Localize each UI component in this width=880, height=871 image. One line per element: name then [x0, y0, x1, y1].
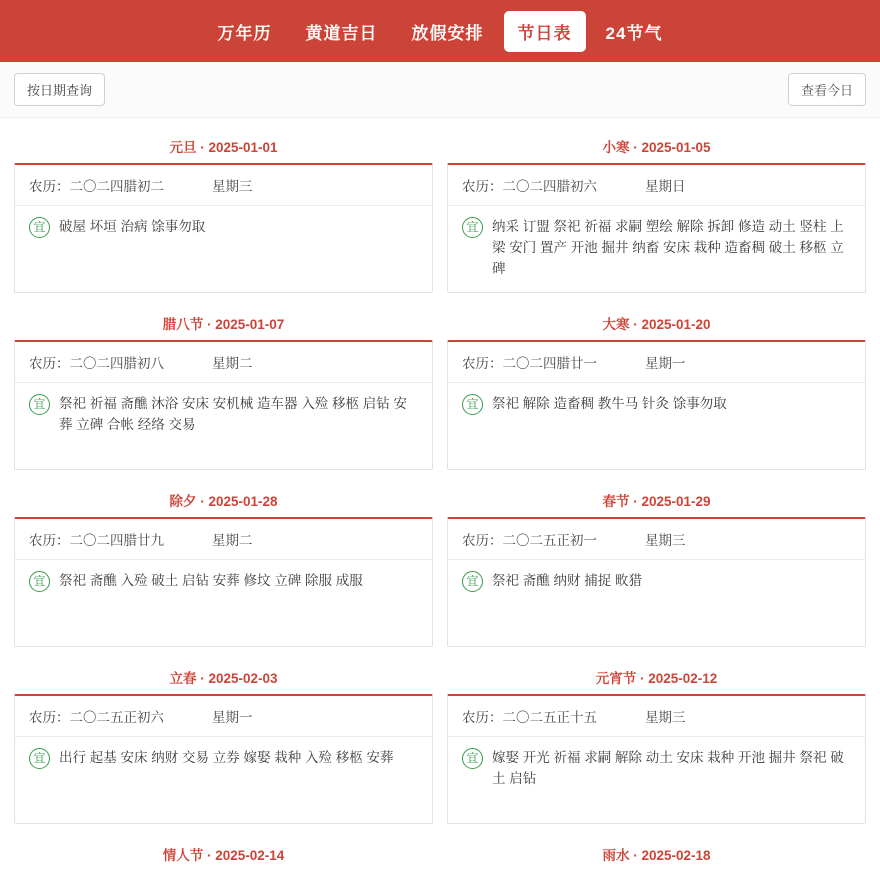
lunar-date: 农历：二〇二五正初六 — [29, 710, 164, 725]
card-body — [448, 206, 865, 292]
card-meta — [15, 696, 432, 737]
yi-icon: 宜 — [462, 394, 483, 415]
lunar-date: 农历：二〇二四腊廿一 — [462, 356, 597, 371]
card-body — [15, 206, 432, 292]
nav-item-24jieqi[interactable]: 24节气 — [605, 23, 663, 43]
holiday-cell — [447, 661, 866, 824]
holiday-card[interactable] — [447, 694, 866, 824]
holiday-card[interactable] — [447, 340, 866, 470]
card-title: 情人节 · 2025-02-14 — [162, 848, 285, 863]
yi-text: 破屋 坏垣 治病 馀事勿取 — [59, 219, 206, 234]
yi-icon: 宜 — [462, 217, 483, 238]
holiday-cell — [14, 307, 433, 470]
card-body — [15, 560, 432, 646]
yi-icon: 宜 — [462, 571, 483, 592]
card-title: 腊八节 · 2025-01-07 — [162, 317, 285, 332]
yi-text: 祭祀 斋醮 纳财 捕捉 畋猎 — [492, 573, 643, 588]
yi-text: 祭祀 解除 造畜稠 教牛马 针灸 馀事勿取 — [492, 396, 727, 411]
holiday-cell — [447, 838, 866, 871]
weekday: 星期二 — [212, 533, 253, 548]
card-meta — [448, 519, 865, 560]
card-meta — [448, 165, 865, 206]
lunar-date: 农历：二〇二四腊初六 — [462, 179, 597, 194]
card-title: 雨水 · 2025-02-18 — [602, 848, 711, 863]
card-meta — [15, 519, 432, 560]
card-body — [15, 737, 432, 823]
holiday-cell — [447, 130, 866, 293]
card-body — [15, 383, 432, 469]
card-meta — [15, 342, 432, 383]
yi-text: 嫁娶 开光 祈福 求嗣 解除 动土 安床 栽种 开池 掘井 祭祀 破土 启钻 — [492, 750, 844, 786]
card-body — [448, 383, 865, 469]
toolbar — [0, 62, 880, 118]
lunar-date: 农历：二〇二四腊廿九 — [29, 533, 164, 548]
holiday-card[interactable] — [14, 517, 433, 647]
holiday-cell — [14, 484, 433, 647]
holiday-card-grid — [0, 118, 880, 871]
card-body — [448, 737, 865, 823]
card-meta — [448, 342, 865, 383]
top-navigation — [0, 0, 880, 62]
yi-icon: 宜 — [29, 394, 50, 415]
holiday-card[interactable] — [14, 163, 433, 293]
holiday-card[interactable] — [447, 163, 866, 293]
nav-item-jieribiao[interactable]: 节日表 — [504, 11, 586, 52]
lunar-date: 农历：二〇二五正初一 — [462, 533, 597, 548]
card-title: 小寒 · 2025-01-05 — [602, 140, 711, 155]
view-today-button[interactable]: 查看今日 — [788, 73, 866, 106]
weekday: 星期三 — [212, 179, 253, 194]
lunar-date: 农历：二〇二四腊初二 — [29, 179, 164, 194]
yi-icon: 宜 — [29, 217, 50, 238]
holiday-cell — [447, 307, 866, 470]
nav-item-fangjiaanpai[interactable]: 放假安排 — [411, 23, 484, 43]
card-title: 立春 · 2025-02-03 — [169, 671, 278, 686]
card-title: 元旦 · 2025-01-01 — [169, 140, 278, 155]
nav-item-huangdaojiri[interactable]: 黄道吉日 — [305, 23, 378, 43]
card-title: 大寒 · 2025-01-20 — [602, 317, 711, 332]
card-meta — [15, 165, 432, 206]
yi-text: 纳采 订盟 祭祀 祈福 求嗣 塑绘 解除 拆卸 修造 动土 竖柱 上梁 安门 置产 开池 掘井 纳畜 安床 栽种 造畜稠 破土 移柩 立碑 — [492, 219, 844, 276]
holiday-cell — [447, 484, 866, 647]
holiday-card[interactable] — [447, 517, 866, 647]
weekday: 星期一 — [212, 710, 253, 725]
card-meta — [448, 696, 865, 737]
weekday: 星期日 — [645, 179, 686, 194]
yi-icon: 宜 — [462, 748, 483, 769]
holiday-cell — [14, 130, 433, 293]
holiday-card[interactable] — [14, 694, 433, 824]
yi-icon: 宜 — [29, 571, 50, 592]
weekday: 星期二 — [212, 356, 253, 371]
card-body — [448, 560, 865, 646]
card-title: 除夕 · 2025-01-28 — [169, 494, 278, 509]
lunar-date: 农历：二〇二五正十五 — [462, 710, 597, 725]
nav-item-wannianli[interactable]: 万年历 — [217, 23, 272, 43]
lunar-date: 农历：二〇二四腊初八 — [29, 356, 164, 371]
holiday-cell — [14, 661, 433, 824]
yi-text: 出行 起基 安床 纳财 交易 立券 嫁娶 栽种 入殓 移柩 安葬 — [59, 750, 394, 765]
yi-text: 祭祀 斋醮 入殓 破土 启钻 安葬 修坟 立碑 除服 成服 — [59, 573, 363, 588]
card-title: 元宵节 · 2025-02-12 — [595, 671, 718, 686]
card-title: 春节 · 2025-01-29 — [602, 494, 711, 509]
holiday-card[interactable] — [14, 340, 433, 470]
yi-icon: 宜 — [29, 748, 50, 769]
query-by-date-button[interactable]: 按日期查询 — [14, 73, 105, 106]
weekday: 星期一 — [645, 356, 686, 371]
weekday: 星期三 — [645, 533, 686, 548]
yi-text: 祭祀 祈福 斋醮 沐浴 安床 安机械 造车器 入殓 移柩 启钻 安葬 立碑 合帐 经络 交易 — [59, 396, 408, 432]
holiday-cell — [14, 838, 433, 871]
weekday: 星期三 — [645, 710, 686, 725]
